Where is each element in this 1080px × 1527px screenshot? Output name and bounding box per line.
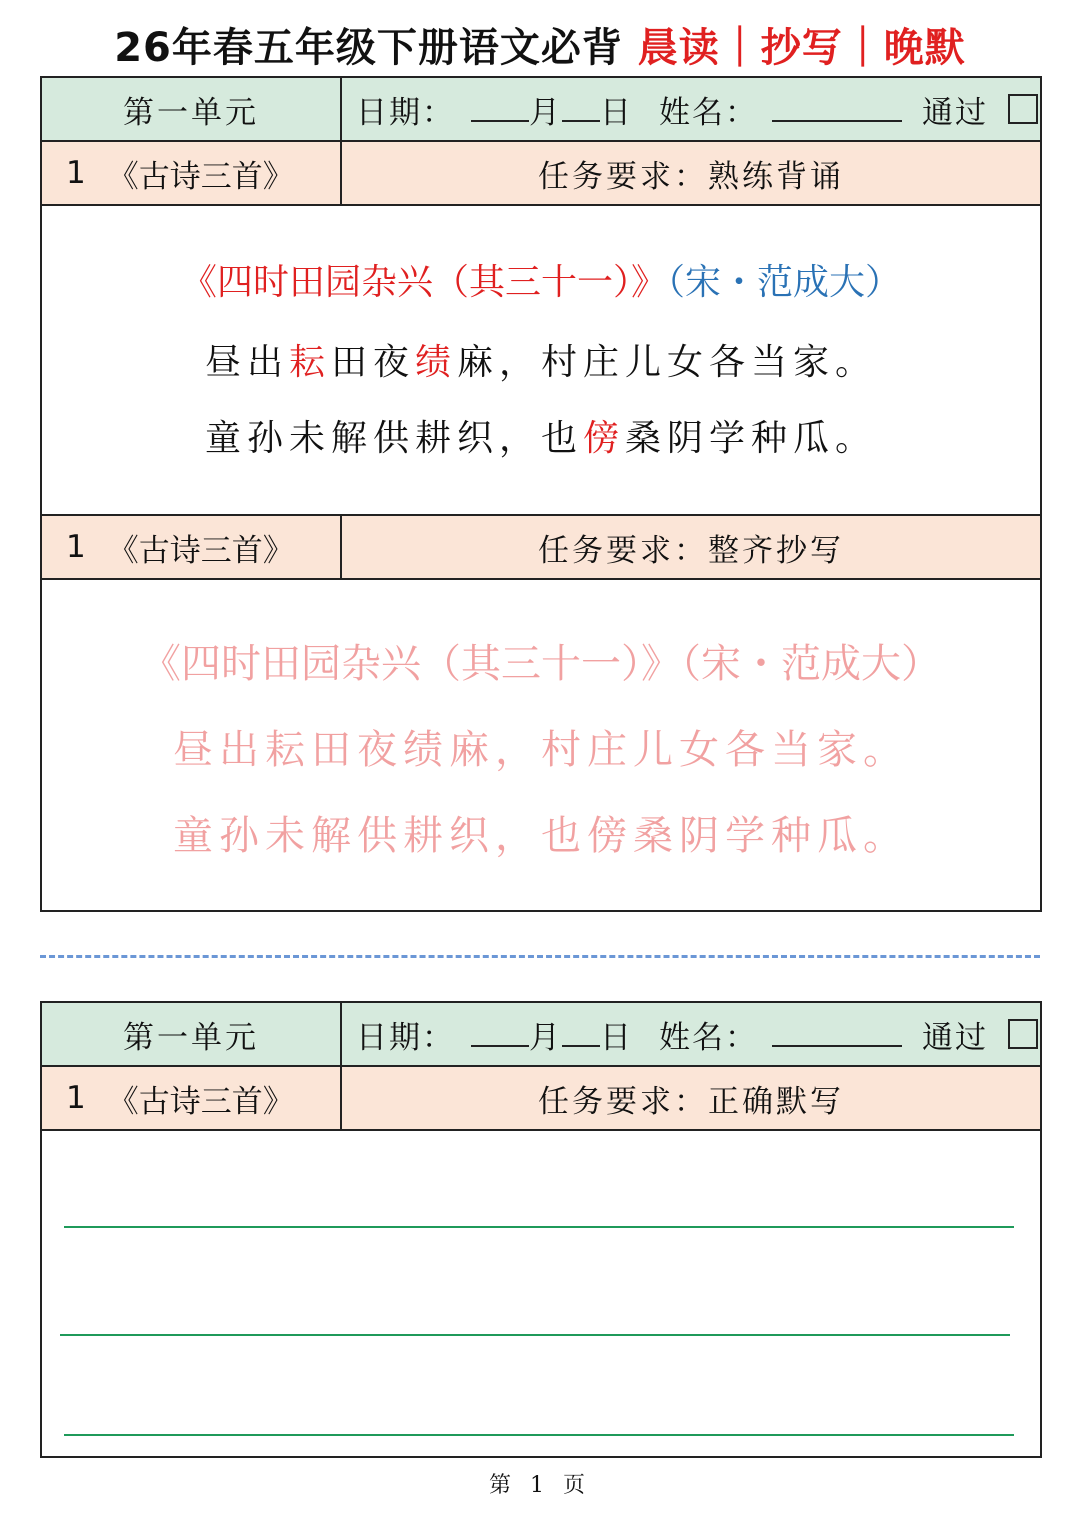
writing-line[interactable] [60, 1334, 1010, 1336]
day-label: 日 [600, 1019, 633, 1056]
tracing-title-line [42, 632, 1040, 689]
worksheet-dictation [40, 1001, 1042, 1458]
pass-label: 通过 [922, 1019, 988, 1056]
unit-label: 第一单元 [42, 78, 342, 140]
cut-divider-line [40, 955, 1040, 958]
tracing-line-2[interactable]: 童孙未解供耕织，也傍桑阴学种瓜。 [173, 813, 909, 859]
poem-text: 田夜 [330, 342, 415, 383]
lesson-number: 1 [66, 155, 86, 191]
name-blank[interactable] [772, 1021, 902, 1047]
lesson-title-cell [42, 516, 342, 578]
poem-title: 《四时田园杂兴（其三十一）》 [180, 262, 667, 303]
date-label: 日期： [356, 1019, 455, 1056]
lesson-title-cell [42, 1067, 342, 1129]
tracing-title: 《四时田园杂兴（其三十一）》 [141, 641, 681, 687]
lesson-title: 《古诗三首》 [107, 532, 294, 569]
name-blank[interactable] [772, 96, 902, 122]
highlighted-char: 耘 [288, 342, 331, 383]
lesson-number: 1 [66, 529, 86, 565]
page-title-main: 26年春五年级下册语文必背 [114, 25, 623, 71]
highlighted-char: 傍 [582, 418, 625, 459]
name-label: 姓名： [659, 1019, 758, 1056]
poem-tracing-box [42, 580, 1040, 910]
lesson-row-recite [42, 142, 1040, 206]
task-requirement-recite: 任务要求：熟练背诵 [538, 158, 844, 195]
month-label: 月 [529, 1019, 562, 1056]
date-name-pass [342, 78, 1040, 140]
task-requirement-dictation: 任务要求：正确默写 [538, 1083, 844, 1120]
page-title [0, 20, 1080, 76]
name-label: 姓名： [659, 94, 758, 131]
month-label: 月 [529, 94, 562, 131]
task-requirement-copy: 任务要求：整齐抄写 [538, 532, 844, 569]
lesson-title: 《古诗三首》 [107, 158, 294, 195]
page-title-highlight: 晨读｜抄写｜晚默 [637, 25, 966, 71]
date-name-pass [342, 1003, 1040, 1065]
day-blank[interactable] [562, 96, 600, 122]
page-number: 第 1 页 [489, 1473, 591, 1498]
unit-header-row [42, 1003, 1040, 1067]
poem-title-line [42, 254, 1040, 305]
tracing-line-1[interactable]: 昼出耘田夜绩麻，村庄儿女各当家。 [173, 727, 909, 773]
highlighted-char: 绩 [415, 342, 458, 383]
writing-line[interactable] [64, 1434, 1014, 1436]
writing-line[interactable] [64, 1226, 1014, 1228]
poem-text: 昼出 [204, 342, 289, 383]
lesson-row-dictation [42, 1067, 1040, 1131]
pass-checkbox[interactable] [1008, 94, 1038, 124]
poem-line-1 [42, 334, 1040, 385]
poem-author: （宋・范成大） [667, 262, 902, 303]
unit-label: 第一单元 [42, 1003, 342, 1065]
month-blank[interactable] [471, 1021, 529, 1047]
lesson-row-copy [42, 516, 1040, 580]
poem-text: 麻，村庄儿女各当家。 [457, 342, 878, 383]
dictation-writing-area[interactable] [42, 1131, 1040, 1456]
poem-line-2 [42, 410, 1040, 461]
month-blank[interactable] [471, 96, 529, 122]
poem-recite-box [42, 206, 1040, 516]
tracing-author: （宋・范成大） [681, 641, 941, 687]
poem-text: 童孙未解供耕织，也 [204, 418, 583, 459]
unit-header-row [42, 78, 1040, 142]
lesson-number: 1 [66, 1080, 86, 1116]
poem-text: 桑阴学种瓜。 [625, 418, 878, 459]
lesson-title-cell [42, 142, 342, 204]
pass-checkbox[interactable] [1008, 1019, 1038, 1049]
lesson-title: 《古诗三首》 [107, 1083, 294, 1120]
date-label: 日期： [356, 94, 455, 131]
pass-label: 通过 [922, 94, 988, 131]
day-label: 日 [600, 94, 633, 131]
worksheet-reading-copying [40, 76, 1042, 912]
day-blank[interactable] [562, 1021, 600, 1047]
